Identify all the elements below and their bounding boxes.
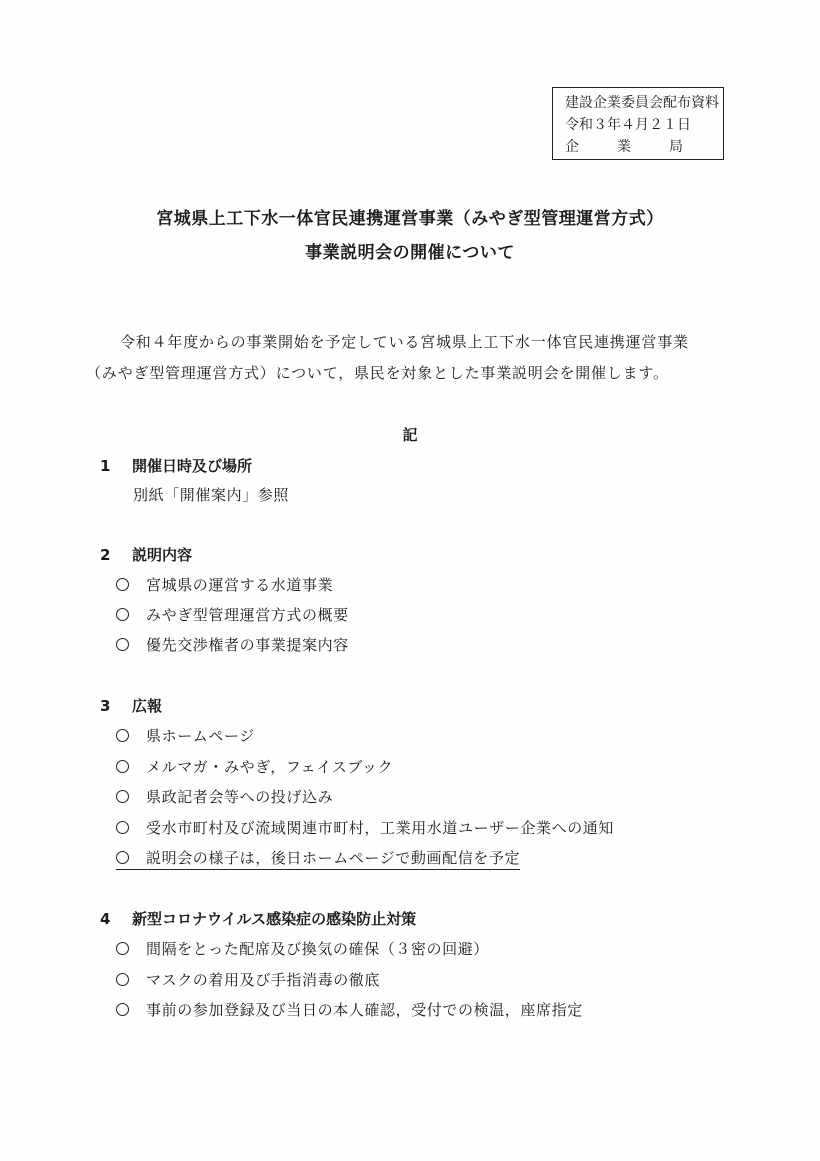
bullet-text: 間隔をとった配席及び換気の確保（３密の回避）: [146, 940, 489, 958]
bullet-item: [116, 574, 333, 595]
bullet-text: マスクの着用及び手指消毒の徹底: [146, 971, 381, 989]
circle-bullet-icon: [116, 973, 129, 986]
section-4-heading: [100, 908, 416, 929]
bullet-text: 説明会の様子は，後日ホームページで動画配信を予定: [146, 849, 521, 867]
section-title: 説明内容: [132, 546, 193, 564]
section-title: 新型コロナウイルス感染症の感染防止対策: [132, 910, 417, 928]
section-number: 3: [100, 697, 111, 715]
circle-bullet-icon: [116, 729, 129, 742]
intro-paragraph-line-2: （みやぎ型管理運営方式）について，県民を対象とした事業説明会を開催します。: [86, 364, 669, 382]
bullet-text: 宮城県の運営する水道事業: [146, 576, 334, 594]
section-2-heading: [100, 544, 192, 565]
bullet-text: 優先交渉権者の事業提案内容: [146, 636, 349, 654]
bullet-item: [116, 999, 583, 1020]
circle-bullet-icon: [116, 790, 129, 803]
bullet-item-underlined: [116, 847, 520, 868]
stamp-date: 令和３年４月２１日: [565, 117, 691, 133]
section-number: 4: [100, 910, 111, 928]
bullet-item: [116, 604, 349, 625]
section-3-heading: [100, 695, 162, 716]
section-number: 2: [100, 546, 111, 564]
bullet-item: [116, 725, 255, 746]
bullet-text: 受水市町村及び流域関連市町村，工業用水道ユーザー企業への通知: [146, 819, 615, 837]
bullet-item: [116, 938, 489, 959]
bullet-item: [116, 756, 393, 777]
bullet-text: みやぎ型管理運営方式の概要: [146, 606, 349, 624]
circle-bullet-icon: [116, 760, 129, 773]
ki-marker: 記: [402, 426, 418, 444]
circle-bullet-icon: [116, 1003, 129, 1016]
bullet-text: 県ホームページ: [146, 727, 255, 745]
bullet-text: 事前の参加登録及び当日の本人確認，受付での検温，座席指定: [146, 1001, 583, 1019]
circle-bullet-icon: [116, 821, 129, 834]
underlined-line: [116, 849, 520, 870]
circle-bullet-icon: [116, 942, 129, 955]
document-title-line-2: 事業説明会の開催について: [305, 243, 515, 263]
document-title-line-1: 宮城県上工下水一体官民連携運営事業（みやぎ型管理運営方式）: [156, 209, 664, 229]
section-1-heading: [100, 455, 252, 476]
bullet-item: [116, 817, 614, 838]
section-title: 開催日時及び場所: [132, 457, 253, 475]
circle-bullet-icon: [116, 851, 129, 864]
section-number: 1: [100, 457, 111, 475]
distribution-stamp-box: [552, 87, 724, 160]
section-1-text: 別紙「開催案内」参照: [133, 486, 290, 504]
bullet-text: メルマガ・みやぎ，フェイスブック: [146, 758, 394, 776]
bullet-item: [116, 634, 349, 655]
bullet-text: 県政記者会等への投げ込み: [146, 788, 334, 806]
circle-bullet-icon: [116, 638, 129, 651]
stamp-bureau: 企業局: [565, 139, 721, 155]
intro-paragraph-line-1: 令和４年度からの事業開始を予定している宮城県上工下水一体官民連携運営事業: [120, 333, 689, 351]
bullet-item: [116, 969, 380, 990]
bullet-item: [116, 786, 333, 807]
section-title: 広報: [132, 697, 163, 715]
circle-bullet-icon: [116, 578, 129, 591]
stamp-committee: 建設企業委員会配布資料: [565, 95, 719, 111]
circle-bullet-icon: [116, 608, 129, 621]
